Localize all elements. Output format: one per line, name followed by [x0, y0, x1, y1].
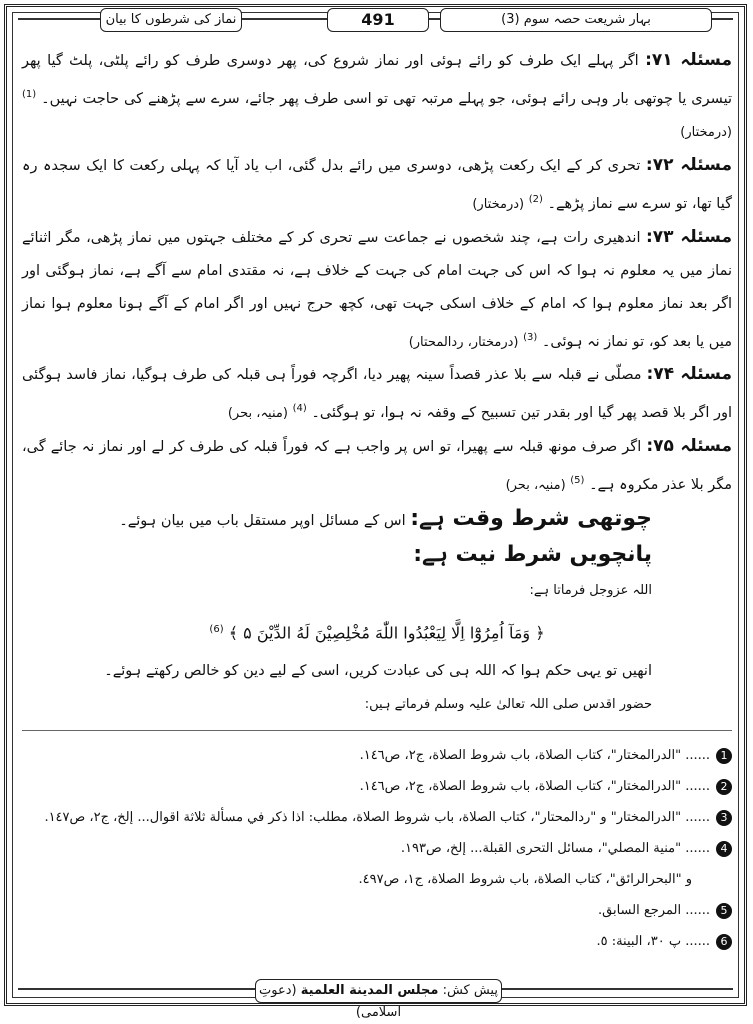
masala-text: اگر پہلے ایک طرف کو رائے ہوئی اور نماز شروع کی، پھر دوسری طرف کو رائے پلٹی، پلٹ گیا پھر تیسری یا چوتھی بار وہی رائے ہوئی، جو پہلے مرتبہ تھی تو اسی طرف پھر جائے، سرے سے پڑھنے کی حاجت نہیں۔ [22, 53, 733, 107]
footnote-ref: (4) [292, 403, 307, 415]
footnote-item [22, 895, 732, 926]
footnote-text: ...... پ ٣٠، البينة: ٥. [596, 934, 710, 949]
masala-text: اندھیری رات ہے، چند شخصوں نے جماعت سے تحری کر کے مختلف جہتوں میں نماز پڑھی، مگر اثنائے نماز میں یہ معلوم نہ ہوا کہ اس کی جہت امام کی جہت کے خلاف ہے، نہ مقتدی امام سے آگے ہے، نماز ہوگئی اور اگر بعد نماز معلوم ہوا کہ امام کے خلاف اسکی جہت تھی، کچھ حرج نہیں اور اگر امام کے آگے ہونا معلوم ہوا نماز میں یا بعد کو، تو نماز نہ ہوئی۔ [22, 229, 732, 350]
page-body [22, 44, 732, 721]
footnote-item [22, 833, 732, 864]
masala-label: مسئلہ ۷۳: [645, 226, 732, 247]
footnote-text: ...... المرجع السابق. [598, 903, 710, 918]
quran-verse: ﴿ وَمَآ اُمِرُوْٓا اِلَّا لِيَعْبُدُوا اللّٰهَ مُخْلِصِيْنَ لَهُ الدِّيْنَ ۵ ﴾ $^{(6)}$ [209, 623, 545, 643]
footnote-item [22, 802, 732, 833]
masala-73 [22, 221, 732, 359]
publisher-name: مجلس المدينة العلمية [300, 983, 439, 998]
footnote-ref: (6) [209, 624, 224, 636]
publisher-suffix: (دعوتِ اسلامی) [259, 983, 402, 1020]
masala-72 [22, 149, 732, 221]
footnote-number: 4 [716, 841, 732, 857]
hadith-intro: حضور اقدس صلی اللہ تعالیٰ علیہ وسلم فرماتے ہیں: [364, 697, 652, 713]
footnote-separator [22, 730, 732, 731]
masala-text: اگر صرف مونھ قبلہ سے پھیرا، تو اس پر واجب ہے کہ فوراً قبلہ کی طرف کر لے اور نماز نہ جائے گی، مگر بلا عذر مکروہ ہے۔ [22, 439, 732, 494]
masala-label: مسئلہ ۷۵: [646, 436, 732, 457]
publisher-badge [255, 979, 502, 1020]
fourth-condition [22, 502, 732, 538]
footnote-text: ...... "الدرالمختار"، كتاب الصلاة، باب شروط الصلاة، ج٢، ص١٤٦. [359, 779, 710, 794]
footnote-number: 1 [716, 748, 732, 764]
verse-translation: انھیں تو یہی حکم ہوا کہ اللہ ہی کی عبادت کریں، اسی کے لیے دین کو خالص رکھتے ہوئے۔ [104, 663, 652, 680]
page-number: 491 [327, 8, 429, 32]
footnote-ref: (1) [22, 89, 37, 100]
footnote-text: ...... "الدرالمختار" و "ردالمحتار"، كتاب الصلاة، باب شروط الصلاة، مطلب: اذا ذكر في مسألة ثلاثة اقوال... إلخ، ج٢، ص١٤٧. [44, 810, 710, 825]
section-heading: پانچویں شرط نیت ہے: [413, 542, 652, 568]
masala-71 [22, 44, 732, 149]
footnote-number: 6 [716, 934, 732, 950]
source-citation: (درمختار، ردالمحتار) [408, 334, 519, 350]
footnotes [22, 740, 732, 957]
source-citation: (منیہ، بحر) [505, 478, 566, 494]
footnote-ref: (5) [570, 475, 585, 487]
footnote-item [22, 740, 732, 771]
footnote-number: 5 [716, 903, 732, 919]
footnote-continuation [22, 864, 732, 895]
source-citation: (منیہ، بحر) [227, 406, 288, 422]
allah-says: اللہ عزوجل فرماتا ہے: [529, 583, 652, 599]
masala-74 [22, 358, 732, 430]
footnote-text: و "البحرالرائق"، كتاب الصلاة، باب شروط الصلاة، ج١، ص٤٩٧. [358, 872, 692, 887]
masala-label: مسئلہ ۷۱: [645, 50, 733, 70]
book-title: بہار شریعت حصہ سوم (3) [440, 8, 712, 32]
chapter-title: نماز کی شرطوں کا بیان [100, 8, 242, 32]
source-citation: (درمختار) [472, 196, 525, 212]
masala-label: مسئلہ ۷۴: [646, 364, 733, 385]
footnote-text: ...... "الدرالمختار"، كتاب الصلاة، باب شروط الصلاة، ج٢، ص١٤٦. [359, 748, 710, 763]
masala-text: تحری کر کے ایک رکعت پڑھی، دوسری میں رائے بدل گئی، اب یاد آیا کہ پہلی رکعت کا ایک سجدہ رہ گیا تھا، تو سرے سے نماز پڑھے۔ [22, 157, 732, 212]
masala-label: مسئلہ ۷۲: [645, 154, 732, 175]
footnote-ref: (2) [528, 193, 543, 205]
footnote-ref: (3) [523, 331, 538, 343]
masala-text: مصلّی نے قبلہ سے بلا عذر قصداً سینہ پھیر دیا، اگرچہ فوراً ہی قبلہ کی طرف ہوگیا، نماز فاسد ہوگئی اور اگر بلا قصد پھر گیا اور بقدر تین تسبیح کے وقفہ نہ ہوا، تو ہوگئی۔ [22, 367, 732, 422]
footnote-item [22, 771, 732, 802]
footnote-number: 3 [716, 810, 732, 826]
masala-75 [22, 430, 732, 502]
source-citation: (درمختار) [680, 124, 732, 140]
footnote-item [22, 926, 732, 957]
section-text: اس کے مسائل اوپر مستقل باب میں بیان ہوئے۔ [119, 513, 406, 530]
publisher-prefix: پیش کش: [442, 983, 498, 998]
section-heading: چوتھی شرط وقت ہے: [410, 506, 652, 532]
footnote-number: 2 [716, 779, 732, 795]
fifth-condition [22, 538, 732, 574]
footnote-text: ...... "منية المصلي"، مسائل التحرى القبلة... إلخ، ص١٩٣. [400, 841, 710, 856]
